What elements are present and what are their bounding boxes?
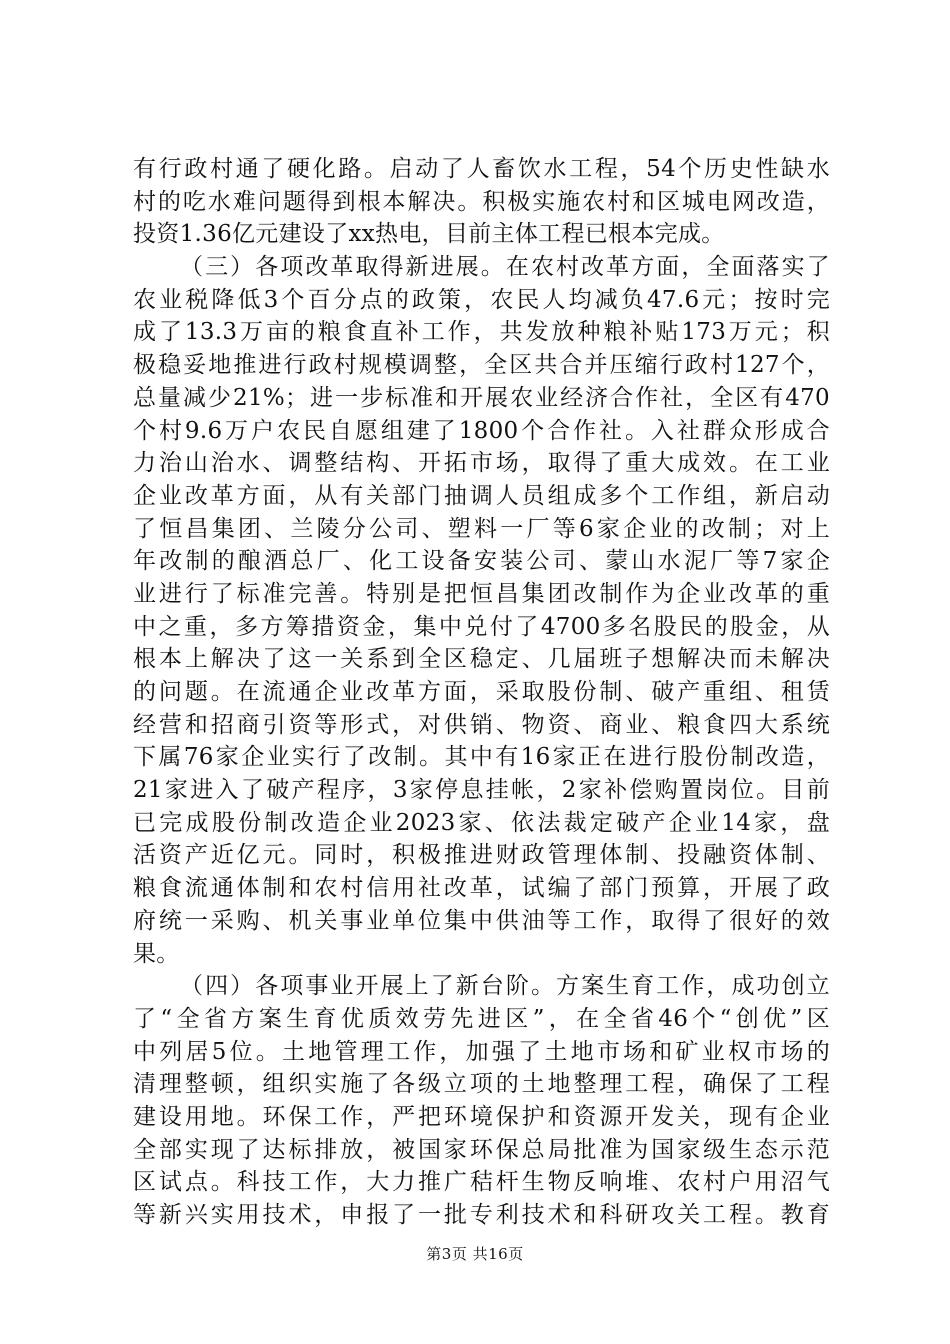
page-number-footer: 第3页 共16页 — [426, 1245, 524, 1263]
text-line: 年改制的酿酒总厂、化工设备安装公司、蒙山水泥厂等7家企 — [133, 548, 830, 575]
text-line: 区试点。科技工作，大力推广秸杆生物反响堆、农村户用沼气 — [133, 1169, 830, 1196]
text-line: 力治山治水、调整结构、开拓市场，取得了重大成效。在工业 — [133, 450, 830, 477]
text-line: 果。 — [133, 940, 180, 967]
text-line: 21家进入了破产程序，3家停息挂帐，2家补偿购置岗位。目前 — [133, 777, 830, 804]
text-line: 业进行了标准完善。特别是把恒昌集团改制作为企业改革的重 — [133, 580, 830, 607]
text-line: 全部实现了达标排放，被国家环保总局批准为国家级生态示范 — [133, 1136, 830, 1163]
text-line: 个村9.6万户农民自愿组建了1800个合作社。入社群众形成合 — [133, 417, 830, 444]
text-line: 根本上解决了这一关系到全区稳定、几届班子想解决而未解决 — [133, 646, 830, 673]
text-line: 建设用地。环保工作，严把环境保护和资源开发关，现有企业 — [133, 1103, 830, 1130]
text-line: 府统一采购、机关事业单位集中供油等工作，取得了很好的效 — [133, 907, 830, 934]
paragraph-start-line: （四）各项事业开展上了新台阶。方案生育工作，成功创立 — [180, 973, 830, 1000]
text-line: 中之重，多方筹措资金，集中兑付了4700多名股民的股金，从 — [133, 613, 830, 640]
text-line: 村的吃水难问题得到根本解决。积极实施农村和区城电网改造， — [133, 188, 830, 215]
text-line: 粮食流通体制和农村信用社改革，试编了部门预算，开展了政 — [133, 875, 830, 902]
text-line: 清理整顿，组织实施了各级立项的土地整理工程，确保了工程 — [133, 1071, 830, 1098]
text-line: 了“全省方案生育优质效劳先进区”，在全省46个“创优”区 — [133, 1005, 830, 1032]
document-body — [133, 153, 830, 1232]
text-line: 活资产近亿元。同时，积极推进财政管理体制、投融资体制、 — [133, 842, 830, 869]
text-line: 下属76家企业实行了改制。其中有16家正在进行股份制改造， — [133, 744, 830, 771]
text-line: 已完成股份制改造企业2023家、依法裁定破产企业14家，盘 — [133, 809, 830, 836]
text-line: 农业税降低3个百分点的政策，农民人均减负47.6元；按时完 — [133, 286, 830, 313]
text-line: 等新兴实用技术，申报了一批专利技术和科研攻关工程。教育 — [133, 1202, 830, 1228]
text-line: 经营和招商引资等形式，对供销、物资、商业、粮食四大系统 — [133, 711, 830, 738]
text-line: 有行政村通了硬化路。启动了人畜饮水工程，54个历史性缺水 — [133, 156, 830, 182]
text-line: 投资1.36亿元建设了xx热电，目前主体工程已根本完成。 — [133, 221, 725, 248]
text-line: 总量减少21%；进一步标准和开展农业经济合作社，全区有470 — [133, 384, 830, 411]
text-line: 企业改革方面，从有关部门抽调人员组成多个工作组，新启动 — [133, 482, 830, 509]
text-line: 中列居5位。土地管理工作，加强了土地市场和矿业权市场的 — [133, 1038, 830, 1065]
text-line: 极稳妥地推进行政村规模调整，全区共合并压缩行政村127个， — [133, 352, 830, 379]
text-line: 成了13.3万亩的粮食直补工作，共发放种粮补贴173万元；积 — [133, 319, 830, 346]
text-line: 了恒昌集团、兰陵分公司、塑料一厂等6家企业的改制；对上 — [133, 515, 830, 542]
paragraph-start-line: （三）各项改革取得新进展。在农村改革方面，全面落实了 — [180, 254, 830, 281]
text-line: 的问题。在流通企业改革方面，采取股份制、破产重组、租赁 — [133, 679, 830, 705]
